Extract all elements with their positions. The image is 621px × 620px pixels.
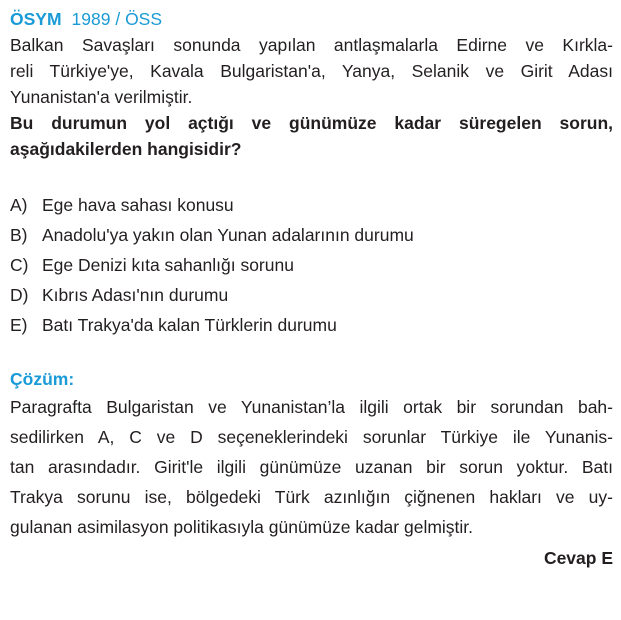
question-text (10, 32, 613, 110)
option-letter: E) (10, 315, 28, 335)
solution-line: Trakya sorunu ise, bölgedeki Türk azınlığın çiğnenen hakları ve uy- (10, 487, 613, 507)
answer-options (10, 190, 613, 340)
question-prompt-line: Bu durumun yol açtığı ve günümüze kadar süregelen sorun, (10, 113, 613, 133)
option-letter: A) (10, 195, 28, 215)
option-text: Kıbrıs Adası'nın durumu (42, 285, 229, 305)
option-text: Batı Trakya'da kalan Türklerin durumu (42, 315, 337, 335)
option-text: Anadolu'ya yakın olan Yunan adalarının durumu (42, 225, 414, 245)
answer-key: Cevap E (543, 548, 613, 568)
exam-tag: ÖSYM (10, 9, 62, 29)
question-prompt (10, 110, 613, 162)
question-page (10, 6, 613, 572)
question-text-line: reli Türkiye'ye, Kavala Bulgaristan'a, Yanya, Selanik ve Girit Adası (10, 61, 613, 81)
solution-title: Çözüm: (10, 369, 75, 389)
option-d[interactable] (10, 280, 613, 310)
option-letter: B) (10, 225, 28, 245)
option-c[interactable] (10, 250, 613, 280)
question-source-header (10, 6, 613, 32)
option-letter: D) (10, 285, 29, 305)
solution-line: sedilirken A, C ve D seçeneklerindeki sorunlar Türkiye ile Yunanis- (10, 427, 613, 447)
option-text: Ege Denizi kıta sahanlığı sorunu (42, 255, 294, 275)
question-text-line: Yunanistan'a verilmiştir. (10, 87, 193, 107)
solution-line: Paragrafta Bulgaristan ve Yunanistan’la ilgili ortak bir sorundan bah- (10, 397, 613, 417)
option-b[interactable] (10, 220, 613, 250)
option-e[interactable] (10, 310, 613, 340)
solution-line: tan arasındadır. Girit'le ilgili günümüze uzanan bir sorun yoktur. Batı (10, 457, 613, 477)
option-text: Ege hava sahası konusu (42, 195, 234, 215)
solution-text (10, 392, 613, 542)
question-text-line: Balkan Savaşları sonunda yapılan antlaşmalarla Edirne ve Kırkla- (10, 35, 613, 55)
option-a[interactable] (10, 190, 613, 220)
exam-year: 1989 / ÖSS (71, 9, 163, 29)
solution-line: gulanan asimilasyon politikasıyla günümüze kadar gelmiştir. (10, 517, 474, 537)
question-prompt-line: aşağıdakilerden hangisidir? (10, 139, 242, 159)
option-letter: C) (10, 255, 29, 275)
